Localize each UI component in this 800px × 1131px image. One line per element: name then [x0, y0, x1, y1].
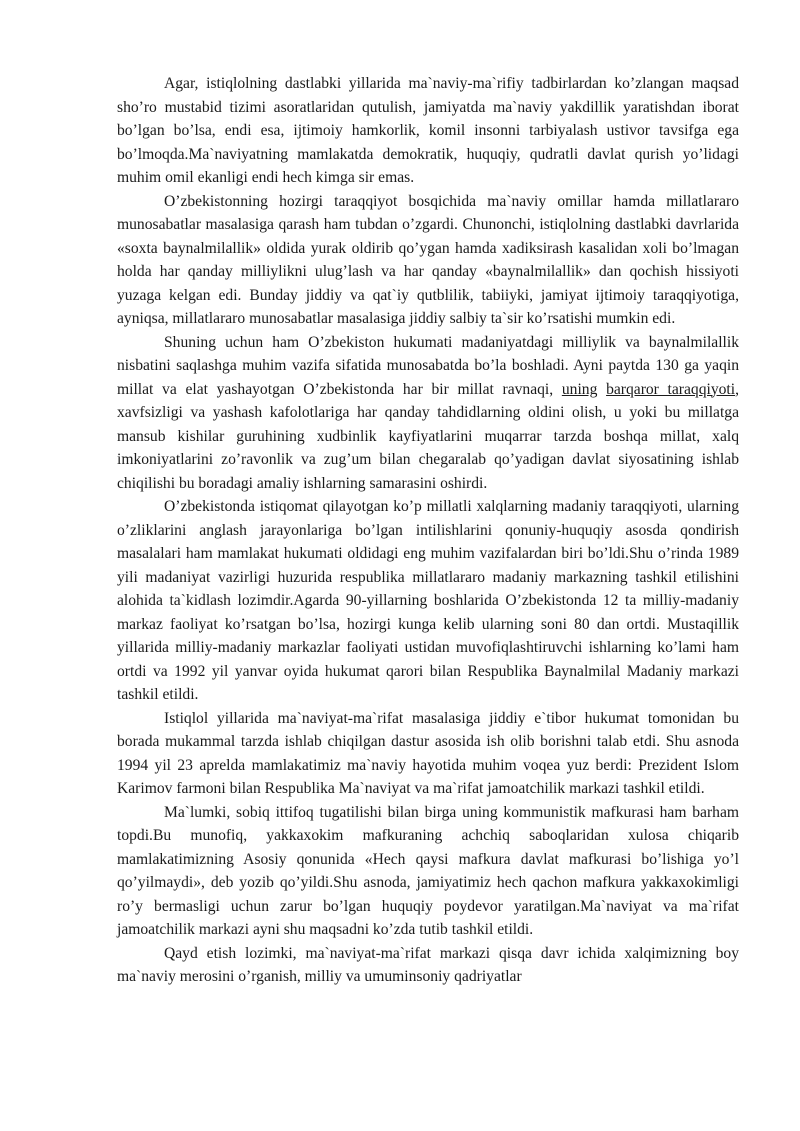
paragraph-2: [117, 190, 739, 331]
underlined-word-uning: uning: [561, 380, 598, 398]
paragraph-5: [117, 707, 739, 801]
paragraph-6: [117, 801, 739, 942]
paragraph-3-text-end: , xavfsizligi va yashash kafolotlariga har qanday tahdidlarning oldini olish, u yoki bu millatga mansub kishilar guruhining xudbinlik kayfiyatlarini muqarrar tarzda boshqa millat, xalq imkoniyatlarini zo’ravonlik va zug’um bilan chegaralab qo’yadigan davlat siyosatining ishlab chiqilishi bu boradagi amaliy ishlarning samarasini oshirdi.: [117, 380, 740, 492]
paragraph-3-space: [597, 381, 606, 398]
paragraph-1: [117, 72, 739, 190]
paragraph-6-text: Ma`lumki, sobiq ittifoq tugatilishi bilan birga uning kommunistik mafkurasi ham barham topdi.Bu munofiq, yakkaxokim mafkuraning achchiq saboqlaridan xulosa chiqarib mamlakatimizning Asosiy qonunida «Hech qaysi mafkura davlat mafkurasi bo’lishiga yo’l qo’yilmaydi», deb yozib qo’yildi.Shu asnoda, jamiyatimiz hech qachon mafkura yakkaxokimligi ro’y bermasligi uchun zarur bo’lgan huquqiy poydevor yaratilgan.Ma`naviyat va ma`rifat jamoatchilik markazi ayni shu maqsadni ko’zda tutib tashkil etildi.: [117, 803, 739, 938]
paragraph-7: [117, 942, 739, 989]
paragraph-5-text: Istiqlol yillarida ma`naviyat-ma`rifat masalasiga jiddiy e`tibor hukumat tomonidan bu borada mukammal tarzda ishlab chiqilgan dastur asosida ish olib borishni talab etdi. Shu asnoda 1994 yil 23 aprelda mamlakatimiz ma`naviy hayotida muhim voqea yuz berdi: Prezident Islom Karimov farmoni bilan Respublika Ma`naviyat va ma`rifat jamoatchilik markazi tashkil etildi.: [117, 709, 739, 797]
paragraph-2-text: O’zbekistonning hozirgi taraqqiyot bosqichida ma`naviy omillar hamda millatlararo munosabatlar masalasiga qarash ham tubdan o’zgardi. Chunonchi, istiqlolning dastlabki davrlarida «soxta baynalmilallik» oldida yurak oldirib qo’ygan hamda xadiksirash kasalidan xoli bo’lmagan holda har qanday milliylikni ulug’lash va har qanday «baynalmilallik» dan qochish hissiyoti yuzaga kelgan edi. Bunday jiddiy va qat`iy qutblilik, tabiiyki, jamiyat ijtimoiy taraqqiyotiga, ayniqsa, millatlararo munosabatlar masalasiga jiddiy salbiy ta`sir ko’rsatishi mumkin edi.: [117, 192, 739, 327]
paragraph-1-text: Agar, istiqlolning dastlabki yillarida ma`naviy-ma`rifiy tadbirlardan ko’zlangan maqsad sho’ro mustabid tizimi asoratlaridan qutulish, jamiyatda ma`naviy yakdillik yaratishdan iborat bo’lgan bo’lsa, endi esa, ijtimoiy hamkorlik, komil insonni tarbiyalash ustivor tavsifga ega bo’lmoqda.Ma`naviyatning mamlakatda demokratik, huquqiy, qudratli davlat qurish yo’lidagi muhim omil ekanligi endi hech kimga sir emas.: [117, 75, 739, 186]
paragraph-4: [117, 495, 739, 707]
paragraph-3-text-start: Shuning uchun ham O’zbekiston hukumati madaniyatdagi milliylik va baynalmilallik nisbatini saqlashga muhim vazifa sifatida munosabatda bo’la boshladi. Ayni paytda 130 ga yaqin millat va elat yashayotgan O’zbekistonda har bir millat ravnaqi,: [117, 333, 739, 398]
paragraph-3: [117, 331, 739, 496]
underlined-phrase-barqaror-taraqqiyoti: barqaror taraqqiyoti: [606, 380, 736, 398]
paragraph-7-text: Qayd etish lozimki, ma`naviyat-ma`rifat markazi qisqa davr ichida xalqimizning boy ma`naviy merosini o’rganish, milliy va umuminsoniy qadriyatlar: [117, 944, 739, 985]
document-page: [117, 72, 739, 989]
paragraph-4-text: O’zbekistonda istiqomat qilayotgan ko’p millatli xalqlarning madaniy taraqqiyoti, ularning o’zliklarini anglash jarayonlariga bo’lgan intilishlarini qonuniy-huquqiy asosda qondirish masalalari ham mamlakat hukumati oldidagi eng muhim vazifalardan biri bo’ldi.Shu o’rinda 1989 yili madaniyat vazirligi huzurida respublika millatlararo madaniy markazning tashkil etilishini alohida ta`kidlash lozimdir.Agarda 90-yillarning boshlarida O’zbekistonda 12 ta milliy-madaniy markaz faoliyat ko’rsatgan bo’lsa, hozirgi kunga kelib ularning soni 80 dan ortdi. Mustaqillik yillarida milliy-madaniy markazlar faoliyati ustidan muvofiqlashtiruvchi ishlarning ko’lami ham ortdi va 1992 yil yanvar oyida hukumat qarori bilan Respublika Baynalmilal Madaniy markazi tashkil etildi.: [117, 498, 739, 703]
